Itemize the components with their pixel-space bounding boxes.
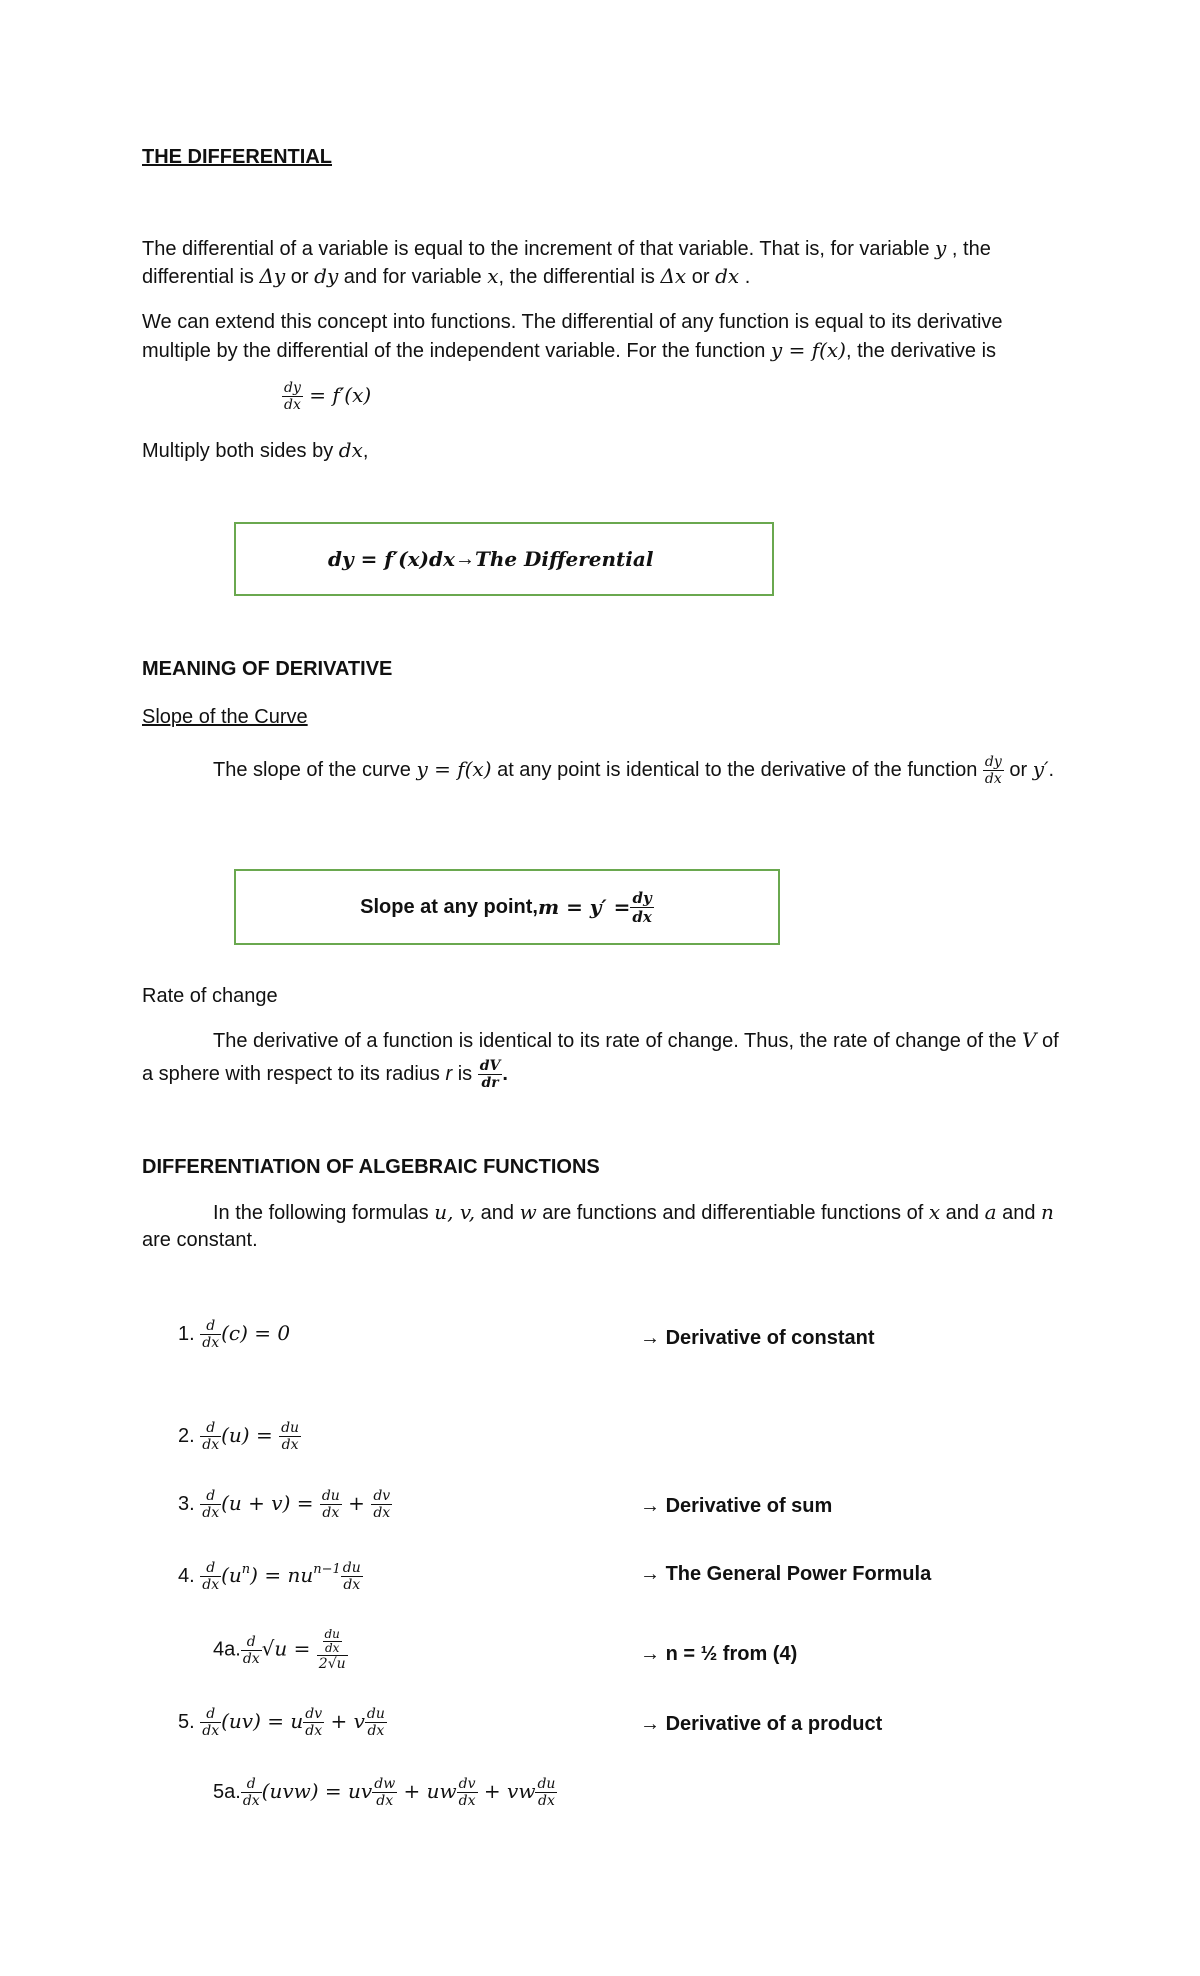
formula-3-note (640, 1492, 832, 1520)
slope-statement (213, 754, 1054, 787)
text-span: a sphere with respect to its radius (142, 1062, 446, 1085)
du-dx-fraction (320, 1488, 342, 1521)
math-V: V (1022, 1028, 1037, 1052)
intro-paragraph-1-line-1 (142, 234, 1060, 263)
formula-expression: (uv) = u (221, 1708, 304, 1733)
formula-expression: (u + v) = (221, 1490, 320, 1515)
text-span: , the (946, 238, 991, 260)
formula-expression: (u) = (221, 1422, 280, 1447)
fraction-denominator: 2√u (318, 1656, 346, 1672)
formula-4-note (640, 1560, 931, 1588)
d-dx-operator (200, 1706, 221, 1739)
text-span: and (940, 1202, 985, 1224)
formula-number: 5. (178, 1710, 195, 1733)
text-span: and for variable (338, 266, 488, 288)
text-span: at any point is identical to the derivative of the function (491, 758, 983, 781)
math-a: a (984, 1200, 997, 1224)
dw-dx-fraction (372, 1776, 397, 1809)
slope-formula: m = y′ = (537, 895, 631, 919)
fraction-numerator: d (200, 1706, 221, 1723)
du-dx-over-2-sqrt-u (317, 1628, 348, 1672)
text-span: and (996, 1202, 1042, 1224)
intro-paragraph-2-line-1: We can extend this concept into functions. The differential of any function is equal to its derivative (142, 311, 1003, 333)
algebraic-intro-line-2: are constant. (142, 1229, 258, 1251)
intro-paragraph-2-line-2 (142, 336, 996, 365)
formula-expression: (c) = 0 (221, 1320, 291, 1345)
formula-expression: + uw (397, 1778, 457, 1803)
fraction-numerator: dv (305, 1706, 323, 1722)
text-span: Multiply both sides by (142, 440, 339, 462)
fraction-numerator: du (324, 1627, 340, 1641)
fraction-numerator: d (200, 1560, 221, 1577)
slope-formula-box (234, 869, 780, 945)
text-span: The derivative of a function is identical to its rate of change. Thus, the rate of change of the (213, 1030, 1023, 1052)
du-dx-fraction (535, 1776, 557, 1809)
arrow-icon: → (640, 1713, 666, 1735)
fraction-denominator: dx (202, 1437, 220, 1453)
formula-expression: (u (221, 1563, 242, 1587)
arrow-icon: → (454, 547, 475, 570)
rate-subheading: Rate of change (142, 985, 278, 1007)
differential-label: The Differential (474, 547, 654, 571)
formula-5a (213, 1776, 557, 1809)
note-text: n = ½ from (4) (665, 1643, 798, 1665)
text-span: In the following formulas (213, 1202, 435, 1224)
dv-dx-fraction (371, 1488, 392, 1521)
differential-formula-box (234, 522, 774, 596)
fraction-numerator: dv (458, 1776, 476, 1792)
dy-dx-fraction (630, 889, 653, 926)
d-dx-operator (200, 1318, 221, 1351)
fraction-denominator: dx (322, 1505, 340, 1521)
dV-dr-fraction (478, 1058, 503, 1091)
math-x: x (928, 1200, 941, 1224)
text-span: or (686, 266, 716, 288)
formula-4 (178, 1556, 363, 1593)
formula-expression: (uvw) = uv (261, 1778, 373, 1803)
d-dx-operator (241, 1776, 262, 1809)
superscript-n: n (241, 1562, 251, 1577)
fraction-denominator: dx (324, 1641, 340, 1655)
meaning-heading: MEANING OF DERIVATIVE (142, 658, 393, 680)
text-span: of (1036, 1030, 1059, 1052)
du-dx-fraction (279, 1420, 301, 1453)
text-span: , the differential is (498, 266, 661, 288)
slope-subheading: Slope of the Curve (142, 706, 308, 728)
box-content (236, 871, 778, 943)
arrow-icon: → (640, 1563, 666, 1585)
fraction-denominator: dx (343, 1577, 361, 1594)
formula-5-note (640, 1710, 882, 1738)
d-dx-operator (200, 1420, 221, 1453)
slope-label: Slope at any point, (360, 895, 538, 918)
note-text: Derivative of constant (665, 1327, 875, 1349)
arrow-icon: → (640, 1327, 666, 1349)
fraction-numerator: dy (630, 889, 653, 908)
multiply-line (142, 436, 368, 465)
algebraic-heading: DIFFERENTIATION OF ALGEBRAIC FUNCTIONS (142, 1156, 600, 1178)
fraction-denominator: dx (458, 1793, 476, 1809)
formula-2 (178, 1420, 301, 1453)
math-dy: dy (314, 264, 339, 288)
fraction-denominator: dx (284, 397, 301, 413)
fraction-numerator: du (281, 1420, 300, 1436)
arrow-icon: → (640, 1495, 666, 1517)
fraction-numerator: d (241, 1634, 262, 1651)
fraction-denominator: dx (632, 907, 652, 926)
formula-5 (178, 1706, 387, 1739)
arrow-icon: → (640, 1643, 666, 1665)
formula-expression: + vw (477, 1778, 536, 1803)
fraction-numerator: dy (284, 380, 301, 396)
algebraic-intro-line-1 (213, 1198, 1054, 1227)
fraction-numerator: d (241, 1776, 262, 1793)
formula-expression: √u = (261, 1636, 317, 1661)
text-span: or (285, 266, 315, 288)
text-span: multiple by the differential of the independent variable. For the function (142, 340, 771, 362)
fraction-denominator: dx (202, 1577, 220, 1594)
math-dx: dx (338, 438, 363, 462)
fraction-numerator: d (200, 1318, 221, 1335)
fraction-numerator: du (342, 1560, 361, 1577)
note-text: The General Power Formula (665, 1563, 932, 1585)
formula-4a-note (640, 1640, 797, 1668)
text-span: , the derivative is (845, 340, 997, 362)
fraction-numerator: dy (984, 754, 1002, 770)
fraction-denominator: dx (242, 1650, 260, 1667)
formula-number: 4. (178, 1565, 195, 1587)
math-w: w (519, 1200, 537, 1224)
fraction-denominator: dx (984, 771, 1002, 787)
rate-line-2 (142, 1058, 508, 1091)
note-text: Derivative of a product (665, 1713, 883, 1735)
formula-3 (178, 1488, 392, 1521)
text-span: differential is (142, 266, 260, 288)
derivative-rhs: = f′(x) (302, 382, 372, 407)
fraction-numerator: d (200, 1488, 221, 1505)
math-x: x (487, 264, 499, 288)
superscript-n-minus-1: n−1 (313, 1562, 341, 1577)
fraction-denominator: dx (376, 1793, 394, 1809)
math-vars: u, v, (434, 1200, 476, 1224)
du-dx-fraction (365, 1706, 387, 1739)
formula-expression: + v (324, 1708, 365, 1733)
formula-expression: ) = nu (250, 1563, 314, 1587)
d-dx-operator (241, 1634, 262, 1667)
formula-1 (178, 1318, 290, 1351)
fraction-numerator (317, 1628, 348, 1656)
dy-dx-fraction (282, 380, 303, 413)
fraction-denominator: dx (538, 1793, 555, 1809)
text-span: and (475, 1202, 520, 1224)
dv-dx-fraction (303, 1706, 324, 1739)
text-span: , (362, 440, 369, 462)
math-delta-x: Δx (660, 264, 687, 288)
fraction-denominator: dx (202, 1723, 220, 1739)
math-n: n (1041, 1200, 1054, 1224)
formula-number: 2. (178, 1424, 195, 1447)
fraction-denominator: dx (242, 1793, 260, 1809)
formula-1-note (640, 1324, 875, 1352)
fraction-numerator: dv (373, 1488, 391, 1504)
dv-dx-fraction (457, 1776, 478, 1809)
fraction-denominator: dx (305, 1723, 323, 1739)
plus-sign: + (341, 1490, 372, 1515)
math-y: y (935, 236, 947, 260)
math-y-prime: y′ (1032, 756, 1049, 781)
fraction-denominator: dx (367, 1723, 385, 1739)
math-dx: dx (715, 264, 740, 288)
derivative-equation (282, 380, 371, 413)
formula-number: 4a. (213, 1638, 241, 1661)
fraction-numerator: dV (479, 1058, 501, 1074)
dy-dx-fraction (983, 754, 1004, 787)
d-dx-operator (200, 1488, 221, 1521)
formula-4a (213, 1628, 348, 1672)
du-dx-fraction (323, 1628, 342, 1655)
note-text: Derivative of sum (665, 1495, 833, 1517)
math-r: r (445, 1062, 453, 1085)
d-dx-operator (200, 1560, 221, 1593)
fraction-denominator: dr (481, 1075, 499, 1091)
math-function: y = f(x) (416, 756, 492, 781)
text-span: are functions and differentiable functions of (536, 1202, 929, 1224)
text-span: The slope of the curve (213, 758, 417, 781)
intro-paragraph-1-line-2 (142, 262, 750, 291)
formula-number: 5a. (213, 1780, 241, 1803)
math-function: y = f(x) (770, 338, 846, 362)
formula-number: 3. (178, 1492, 195, 1515)
fraction-denominator: dx (281, 1437, 299, 1453)
fraction-numerator: dw (374, 1776, 396, 1792)
formula-number: 1. (178, 1322, 195, 1345)
fraction-denominator: dx (202, 1335, 220, 1351)
fraction-denominator: dx (373, 1505, 391, 1521)
fraction-denominator: dx (202, 1505, 220, 1521)
text-span: The differential of a variable is equal to the increment of that variable. That is, for variable (142, 238, 936, 260)
text-span: is (452, 1062, 478, 1085)
text-span: . (502, 1062, 508, 1085)
fraction-numerator: du (366, 1706, 385, 1722)
text-span: . (1048, 758, 1055, 781)
fraction-numerator: du (537, 1776, 556, 1792)
differential-formula: dy = f′(x)dx (328, 547, 455, 571)
fraction-numerator: du (321, 1488, 340, 1504)
box-content (236, 524, 772, 594)
du-dx-fraction (341, 1560, 363, 1593)
text-span: . (739, 266, 751, 288)
section-title: THE DIFFERENTIAL (142, 146, 332, 168)
text-span: or (1003, 758, 1033, 781)
rate-line-1 (213, 1026, 1059, 1055)
math-delta-y: Δy (259, 264, 286, 288)
fraction-numerator: d (200, 1420, 221, 1437)
